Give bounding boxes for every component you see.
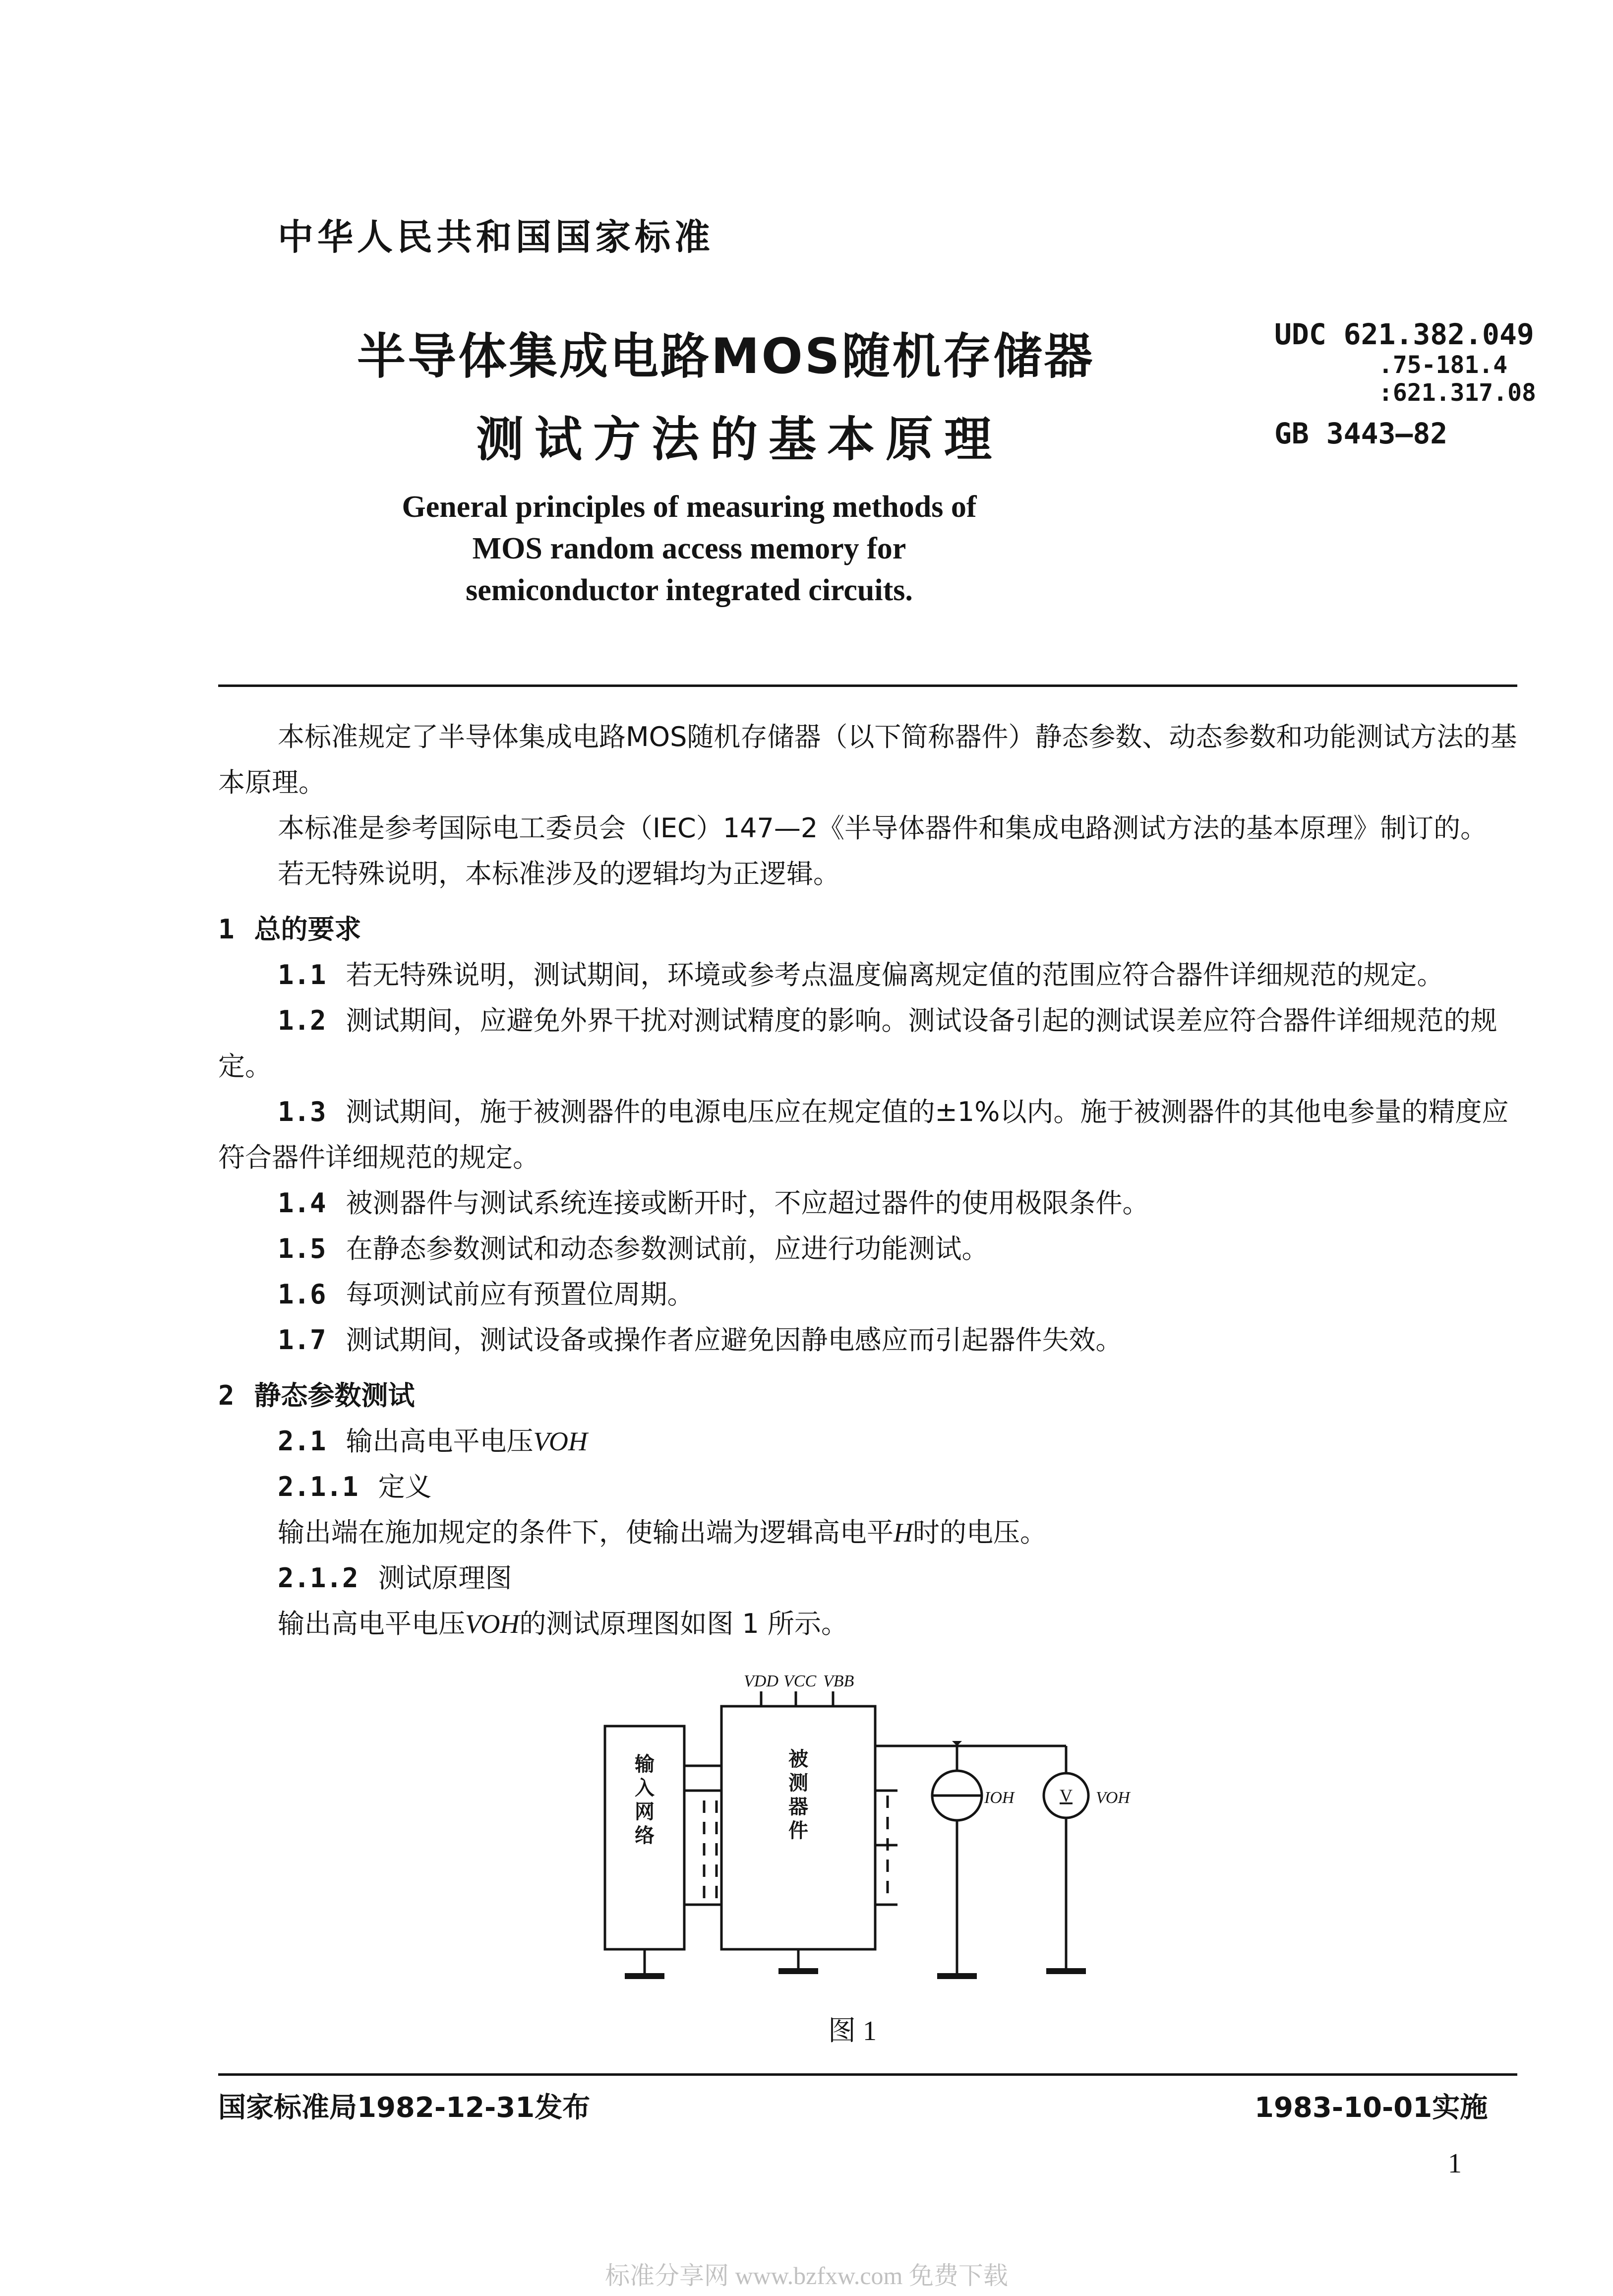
title-cn-line1: 半导体集成电路MOS随机存储器 bbox=[357, 328, 1095, 385]
item-1-4 bbox=[218, 1180, 1517, 1226]
s212-number: 2.1.2 bbox=[278, 1562, 358, 1594]
ground-symbol bbox=[625, 1973, 664, 1979]
item-1-3 bbox=[218, 1089, 1517, 1180]
label-char: 入 bbox=[635, 1777, 655, 1800]
ground-symbol bbox=[1046, 1968, 1086, 1974]
ground-symbol bbox=[937, 1973, 977, 1979]
section1-heading bbox=[218, 907, 1517, 952]
udc-line3: :621.317.08 bbox=[1378, 379, 1536, 407]
label-ioh: IOH bbox=[984, 1789, 1015, 1807]
s211-number: 2.1.1 bbox=[278, 1471, 358, 1502]
s212-text-b: 的测试原理图如图 1 所示。 bbox=[519, 1608, 848, 1639]
item-1-2 bbox=[218, 998, 1517, 1089]
bottom-rule bbox=[218, 2073, 1517, 2076]
s211-title: 定义 bbox=[378, 1471, 432, 1502]
udc-block bbox=[1274, 317, 1536, 450]
label-char: 测 bbox=[788, 1772, 808, 1795]
page-number: 1 bbox=[1448, 2148, 1462, 2179]
s21-symbol: VOH bbox=[533, 1427, 588, 1456]
item-text: 若无特殊说明，测试期间，环境或参考点温度偏离规定值的范围应符合器件详细规范的规定。 bbox=[346, 959, 1444, 991]
s211-symbol: H bbox=[894, 1518, 913, 1548]
item-number: 1.4 bbox=[278, 1187, 326, 1219]
label-char: 件 bbox=[788, 1819, 808, 1842]
s211-text-a: 输出端在施加规定的条件下，使输出端为逻辑高电平 bbox=[278, 1517, 894, 1548]
item-number: 1.7 bbox=[278, 1324, 326, 1356]
item-1-1 bbox=[218, 952, 1517, 998]
item-text: 测试期间，应避免外界干扰对测试精度的影响。测试设备引起的测试误差应符合器件详细规范的规定。 bbox=[218, 1005, 1497, 1082]
label-vcc: VCC bbox=[783, 1672, 817, 1690]
label-char: 器 bbox=[788, 1796, 808, 1818]
label-vbb: VBB bbox=[823, 1672, 854, 1690]
effective-date: 1983-10-01实施 bbox=[1255, 2092, 1488, 2124]
title-cn-line2: 测试方法的基本原理 bbox=[476, 412, 1003, 467]
item-text: 每项测试前应有预置位周期。 bbox=[346, 1279, 694, 1310]
s211-heading bbox=[218, 1464, 1517, 1510]
title-en-line2: MOS random access memory for bbox=[472, 532, 906, 565]
title-en-line1: General principles of measuring methods of bbox=[402, 490, 977, 524]
label-char: 网 bbox=[635, 1800, 655, 1823]
section1-number: 1 bbox=[218, 914, 235, 945]
figure-1-circuit-diagram bbox=[585, 1672, 1180, 2019]
item-number: 1.1 bbox=[278, 959, 326, 991]
s212-text-a: 输出高电平电压 bbox=[278, 1608, 465, 1639]
title-en bbox=[0, 486, 1378, 611]
ground-symbol bbox=[778, 1968, 818, 1974]
label-char: 输 bbox=[635, 1753, 655, 1776]
label-vdd: VDD bbox=[744, 1672, 778, 1690]
intro-p1: 本标准规定了半导体集成电路MOS随机存储器（以下简称器件）静态参数、动态参数和功能测试方法的基本原理。 bbox=[218, 721, 1517, 798]
item-number: 1.6 bbox=[278, 1279, 326, 1310]
s21-heading bbox=[218, 1419, 1517, 1464]
voltmeter-symbol: V bbox=[1060, 1786, 1073, 1805]
s212-text bbox=[218, 1601, 1517, 1647]
udc-line1: UDC 621.382.049 bbox=[1274, 317, 1534, 351]
label-char: 络 bbox=[635, 1824, 655, 1847]
s212-title: 测试原理图 bbox=[378, 1562, 512, 1594]
item-number: 1.3 bbox=[278, 1096, 326, 1127]
item-number: 1.5 bbox=[278, 1233, 326, 1264]
item-1-7 bbox=[218, 1317, 1517, 1363]
title-en-line3: semiconductor integrated circuits. bbox=[466, 573, 913, 607]
figure-caption: 图 1 bbox=[828, 2016, 877, 2047]
s211-text-b: 时的电压。 bbox=[913, 1517, 1047, 1548]
intro-p2: 本标准是参考国际电工委员会（IEC）147—2《半导体器件和集成电路测试方法的基本原理》制订的。 bbox=[278, 812, 1488, 844]
input-network-label bbox=[634, 1753, 655, 1847]
item-1-5 bbox=[218, 1226, 1517, 1272]
item-1-6 bbox=[218, 1272, 1517, 1317]
standard-header-label: 中华人民共和国国家标准 bbox=[277, 216, 714, 258]
label-char: 被 bbox=[788, 1748, 808, 1771]
issued-date: 国家标准局1982-12-31发布 bbox=[218, 2092, 591, 2124]
section2-heading bbox=[218, 1373, 1517, 1419]
watermark: 标准分享网 www.bzfxw.com 免费下载 bbox=[605, 2262, 1008, 2290]
s212-symbol: VOH bbox=[465, 1609, 520, 1639]
udc-line2: .75-181.4 bbox=[1378, 351, 1508, 379]
s211-text bbox=[218, 1510, 1517, 1555]
top-rule bbox=[218, 684, 1517, 687]
dut-label bbox=[788, 1748, 808, 1842]
s212-heading bbox=[218, 1555, 1517, 1601]
item-text: 在静态参数测试和动态参数测试前，应进行功能测试。 bbox=[346, 1233, 989, 1264]
item-number: 1.2 bbox=[278, 1005, 326, 1036]
section1-title: 总的要求 bbox=[254, 914, 361, 945]
item-text: 测试期间，测试设备或操作者应避免因静电感应而引起器件失效。 bbox=[346, 1324, 1123, 1356]
s21-number: 2.1 bbox=[278, 1426, 326, 1457]
item-text: 测试期间，施于被测器件的电源电压应在规定值的±1%以内。施于被测器件的其他电参量的精度应符合器件详细规范的规定。 bbox=[218, 1096, 1509, 1173]
main-content bbox=[218, 714, 1517, 1647]
intro-p3: 若无特殊说明，本标准涉及的逻辑均为正逻辑。 bbox=[278, 858, 840, 889]
section2-number: 2 bbox=[218, 1380, 235, 1411]
label-voh: VOH bbox=[1096, 1789, 1130, 1807]
gb-code: GB 3443—82 bbox=[1274, 417, 1448, 450]
section2-title: 静态参数测试 bbox=[254, 1380, 415, 1411]
s21-title: 输出高电平电压 bbox=[346, 1426, 534, 1457]
item-text: 被测器件与测试系统连接或断开时，不应超过器件的使用极限条件。 bbox=[346, 1187, 1149, 1219]
